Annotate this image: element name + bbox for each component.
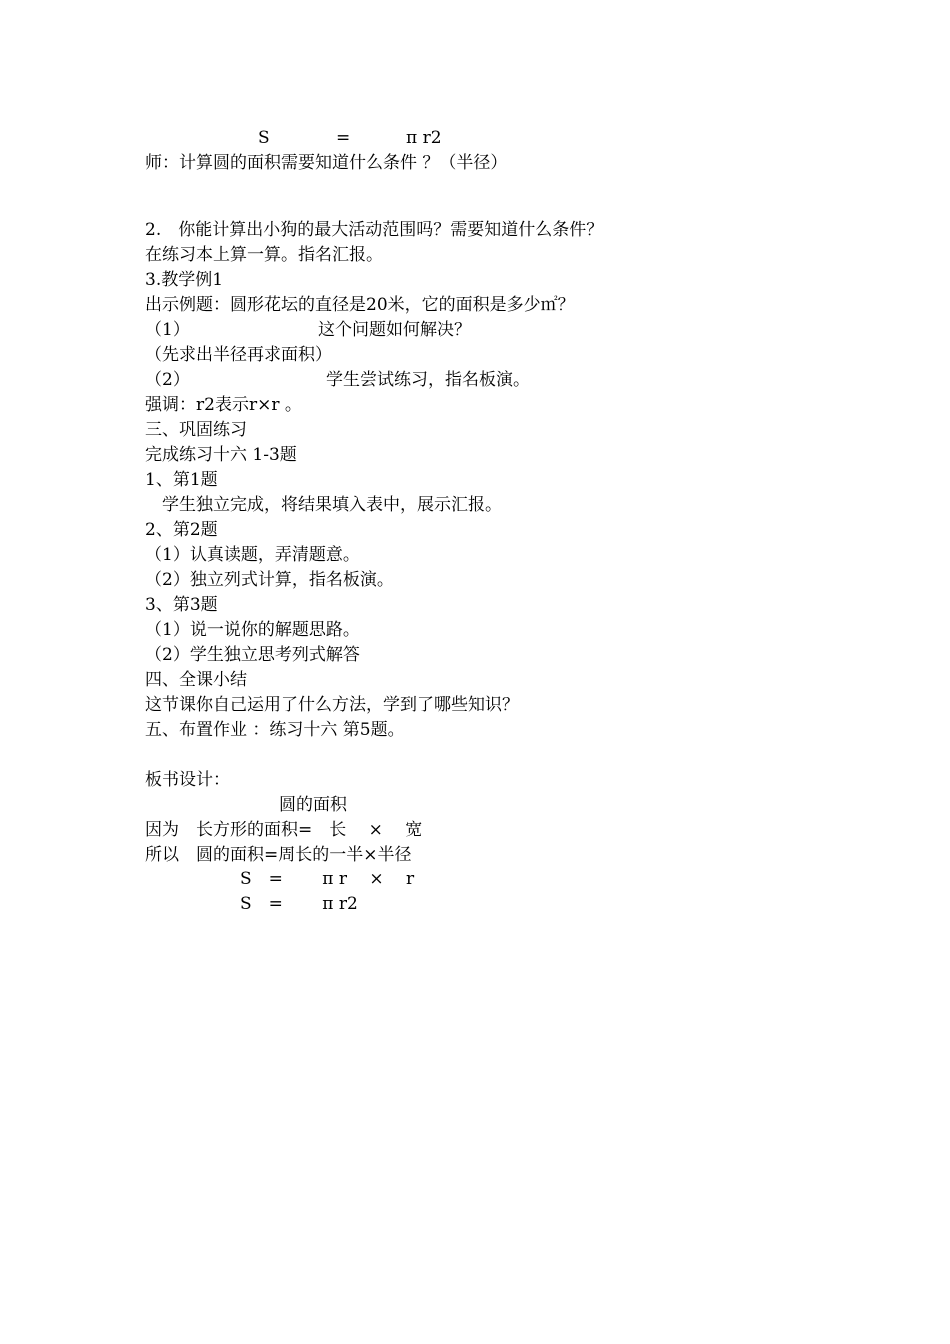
line-item-3: 3、第3题 [145, 595, 218, 615]
line-hint: （先求出半径再求面积） [145, 345, 332, 365]
line-item-1-detail: 学生独立完成，将结果填入表中，展示汇报。 [145, 495, 502, 515]
line-exercises: 完成练习十六 1-3题 [145, 445, 297, 465]
formula-pi-r2: π r2 [406, 128, 442, 148]
line-item-3-step-1: （1）说一说你的解题思路。 [145, 620, 360, 640]
line-item-2: 2、第2题 [145, 520, 218, 540]
section-3-heading: 三、巩固练习 [145, 420, 247, 440]
line-emphasis: 强调：r2表示r×r 。 [145, 395, 302, 415]
board-formula-1: S = π r × r [240, 869, 415, 889]
board-title: 圆的面积 [279, 795, 347, 815]
section-4-heading: 四、全课小结 [145, 670, 247, 690]
line-item-3-step-2: （2）学生独立思考列式解答 [145, 645, 360, 665]
line-summary: 这节课你自己运用了什么方法，学到了哪些知识？ [145, 695, 519, 715]
line-practice: 在练习本上算一算。指名汇报。 [145, 245, 383, 265]
line-step-2-label: （2） [145, 370, 190, 390]
line-step-1-label: （1） [145, 320, 190, 340]
formula-s: S [258, 128, 270, 148]
line-example-heading: 3.教学例1 [145, 270, 224, 290]
line-question-2: 2. 你能计算出小狗的最大活动范围吗？需要知道什么条件？ [145, 220, 604, 240]
section-5-homework: 五、布置作业 ：练习十六 第5题。 [145, 720, 405, 740]
line-step-2-text: 学生尝试练习，指名板演。 [326, 370, 530, 390]
line-item-1: 1、第1题 [145, 470, 218, 490]
line-step-1-text: 这个问题如何解决？ [318, 320, 471, 340]
line-item-2-step-2: （2）独立列式计算，指名板演。 [145, 570, 394, 590]
board-formula-2: S = π r2 [240, 894, 358, 914]
board-so: 所以 圆的面积=周长的一半×半径 [145, 845, 412, 865]
line-teacher-question: 师：计算圆的面积需要知道什么条件 ？（半径） [145, 153, 508, 173]
line-example-problem: 出示例题：圆形花坛的直径是20米，它的面积是多少㎡？ [145, 295, 575, 315]
board-because: 因为 长方形的面积= 长 × 宽 [145, 820, 423, 840]
board-heading: 板书设计： [145, 770, 230, 790]
line-item-2-step-1: （1）认真读题，弄清题意。 [145, 545, 360, 565]
formula-eq: = [336, 128, 351, 148]
